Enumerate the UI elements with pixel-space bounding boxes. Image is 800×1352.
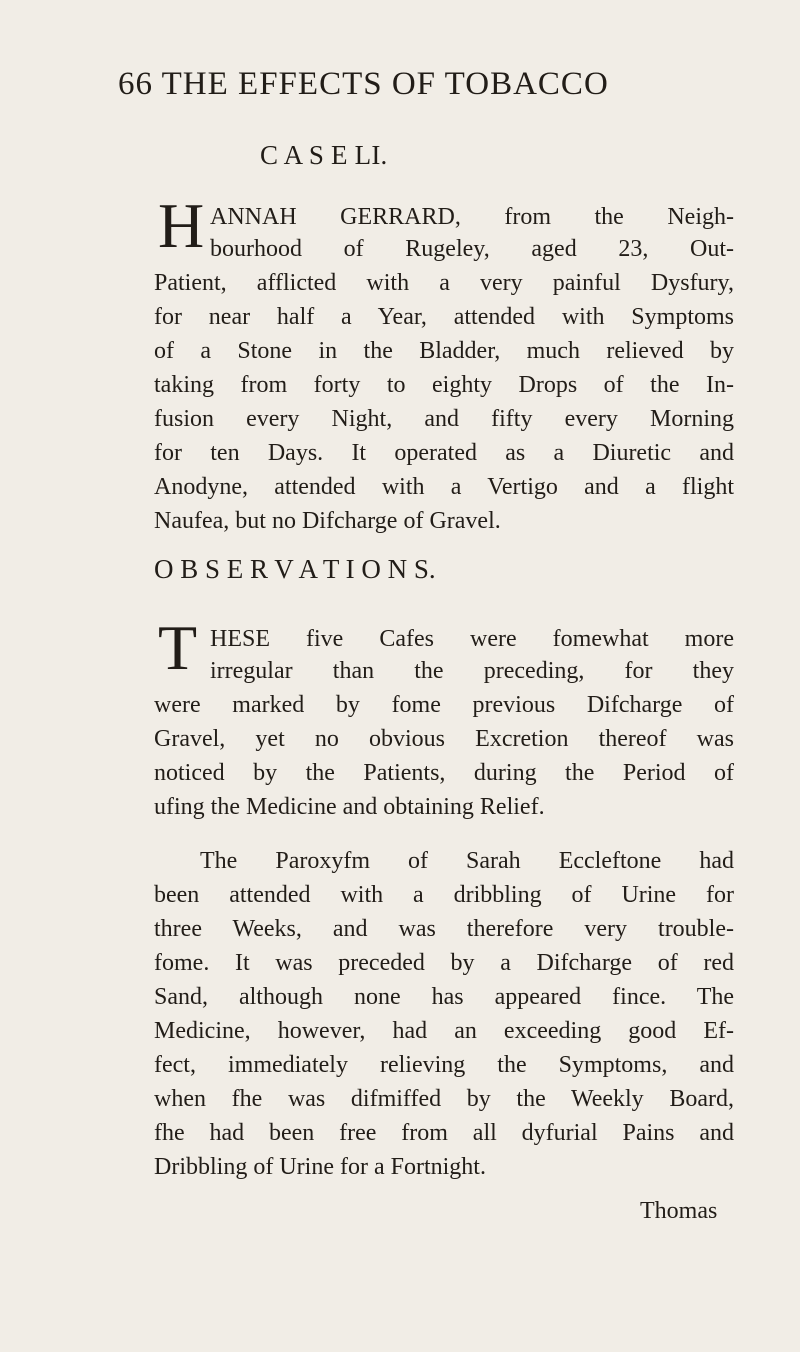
case-line-5: of a Stone in the Bladder, much relieved by: [154, 338, 734, 364]
observations-drop-cap: T: [158, 612, 198, 683]
obs-p2-line-3: three Weeks, and was therefore very trouble-: [154, 916, 734, 942]
running-head: 66 THE EFFECTS OF TOBACCO: [118, 66, 609, 102]
case-drop-cap: H: [158, 190, 205, 261]
case-line-7: fusion every Night, and fifty every Morning: [154, 406, 734, 432]
obs-line-4: Gravel, yet no obvious Excretion thereof was: [154, 726, 734, 752]
obs-line-3: were marked by fome previous Difcharge of: [154, 692, 734, 718]
observations-heading: O B S E R V A T I O N S.: [154, 554, 436, 584]
catchword: Thomas: [640, 1198, 718, 1224]
obs-p2-line-5: Sand, although none has appeared fince. The: [154, 984, 734, 1010]
obs-p2-line-7: fect, immediately relieving the Symptoms, and: [154, 1052, 734, 1078]
case-line-9: Anodyne, attended with a Vertigo and a flight: [154, 474, 734, 500]
case-line-4: for near half a Year, attended with Symptoms: [154, 304, 734, 330]
obs-p2-line-9: fhe had been free from all dyfurial Pains and: [154, 1120, 734, 1146]
obs-p2-line-6: Medicine, however, had an exceeding good Ef-: [154, 1018, 734, 1044]
obs-p2-line-2: been attended with a dribbling of Urine for: [154, 882, 734, 908]
case-line-2: bourhood of Rugeley, aged 23, Out-: [210, 236, 734, 262]
case-line-3: Patient, afflicted with a very painful Dysfury,: [154, 270, 734, 296]
obs-line-6: ufing the Medicine and obtaining Relief.: [154, 794, 545, 820]
obs-line-2: irregular than the preceding, for they: [210, 658, 734, 684]
obs-p2-line-1: The Paroxyfm of Sarah Eccleftone had: [200, 848, 734, 874]
case-line-8: for ten Days. It operated as a Diuretic and: [154, 440, 734, 466]
obs-line-1: HESE five Cafes were fomewhat more: [210, 626, 734, 652]
obs-p2-line-8: when fhe was difmiffed by the Weekly Board,: [154, 1086, 734, 1112]
case-line-10: Naufea, but no Difcharge of Gravel.: [154, 508, 501, 534]
case-line-1: ANNAH GERRARD, from the Neigh-: [210, 204, 734, 230]
case-heading: C A S E LI.: [260, 140, 388, 170]
obs-line-5: noticed by the Patients, during the Period of: [154, 760, 734, 786]
obs-p2-line-4: fome. It was preceded by a Difcharge of red: [154, 950, 734, 976]
case-line-6: taking from forty to eighty Drops of the In-: [154, 372, 734, 398]
obs-p2-line-10: Dribbling of Urine for a Fortnight.: [154, 1154, 486, 1180]
